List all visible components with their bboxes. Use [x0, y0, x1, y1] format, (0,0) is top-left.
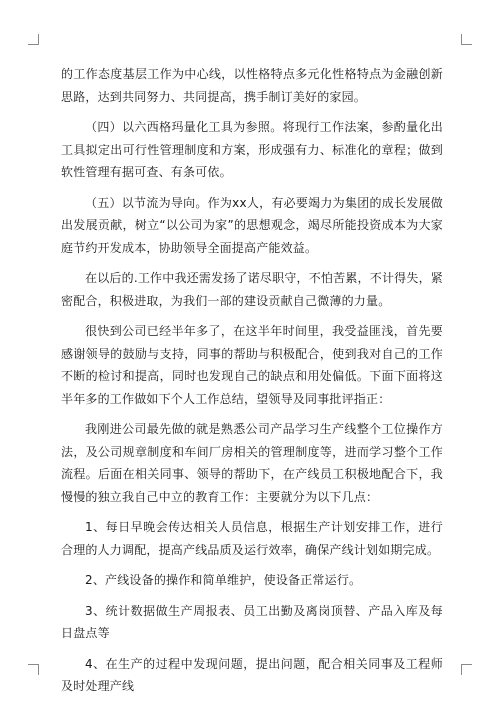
paragraph-half-year-summary: 很快到公司已经半年多了，在这半年时间里，我受益匪浅，首先要感谢领导的鼓励与支持，同事的帮助与积极配合，使到我对自己的工作不断的检讨和提高，同时也发现自己的缺点和用处偏低。下面下面将这半年多的工作做如下个人工作总结，望领导及同事批评指正： [61, 324, 443, 406]
crop-mark-bottom-left [28, 664, 39, 675]
list-item-2: 2、产线设备的操作和简单维护，使设备正常运行。 [85, 573, 362, 587]
paragraph-six-sigma: （四）以六西格玛量化工具为参照。将现行工作法案，参酌量化出工具拟定出可行性管理制度和方案，形成强有力、标准化的章程；做到软性管理有据可查、有条可依。 [61, 120, 443, 179]
crop-mark-top-right [461, 34, 472, 45]
crop-mark-top-left [28, 34, 39, 45]
list-item-1: 1、每日早晚会传达相关人员信息，根据生产计划安排工作，进行合理的人力调配，提高产线品质及运行效率，确保产线计划如期完成。 [61, 520, 443, 557]
document-body [61, 63, 443, 706]
paragraph-onboarding: 我刚进公司最先做的就是熟悉公司产品学习生产线整个工位操作方法，及公司规章制度和车间厂房相关的管理制度等，进而学习整个工作流程。后面在相关同事、领导的帮助下，在产线员工积极地配合下，我慢慢的独立我自己中立的教育工作：主要就分为以下几点： [61, 422, 443, 504]
list-item-4: 4、在生产的过程中发现问题，提出问题，配合相关同事及工程师及时处理产线 [61, 656, 443, 693]
list-item-3: 3、统计数据做生产周报表、员工出勤及离岗顶替、产品入库及每日盘点等 [61, 603, 443, 640]
paragraph-future-work: 在以后的.工作中我还需发扬了诺尽职守，不怕苦累，不计得失，紧密配合，积极进取，为我们一部的建设贡献自己微薄的力量。 [61, 271, 443, 308]
crop-mark-bottom-right [461, 664, 472, 675]
paragraph-continued: 的工作态度基层工作为中心线，以性格特点多元化性格特点为金融创新思路，达到共同努力、共同提高，携手制订美好的家园。 [61, 67, 443, 104]
paragraph-cost-saving: （五）以节流为导向。作为xx人，有必要竭力为集团的成长发展做出发展贡献，树立“以公司为家”的思想观念，竭尽所能投资成本为大家庭节约开发成本，协助领导全面提高产能效益。 [61, 195, 443, 255]
